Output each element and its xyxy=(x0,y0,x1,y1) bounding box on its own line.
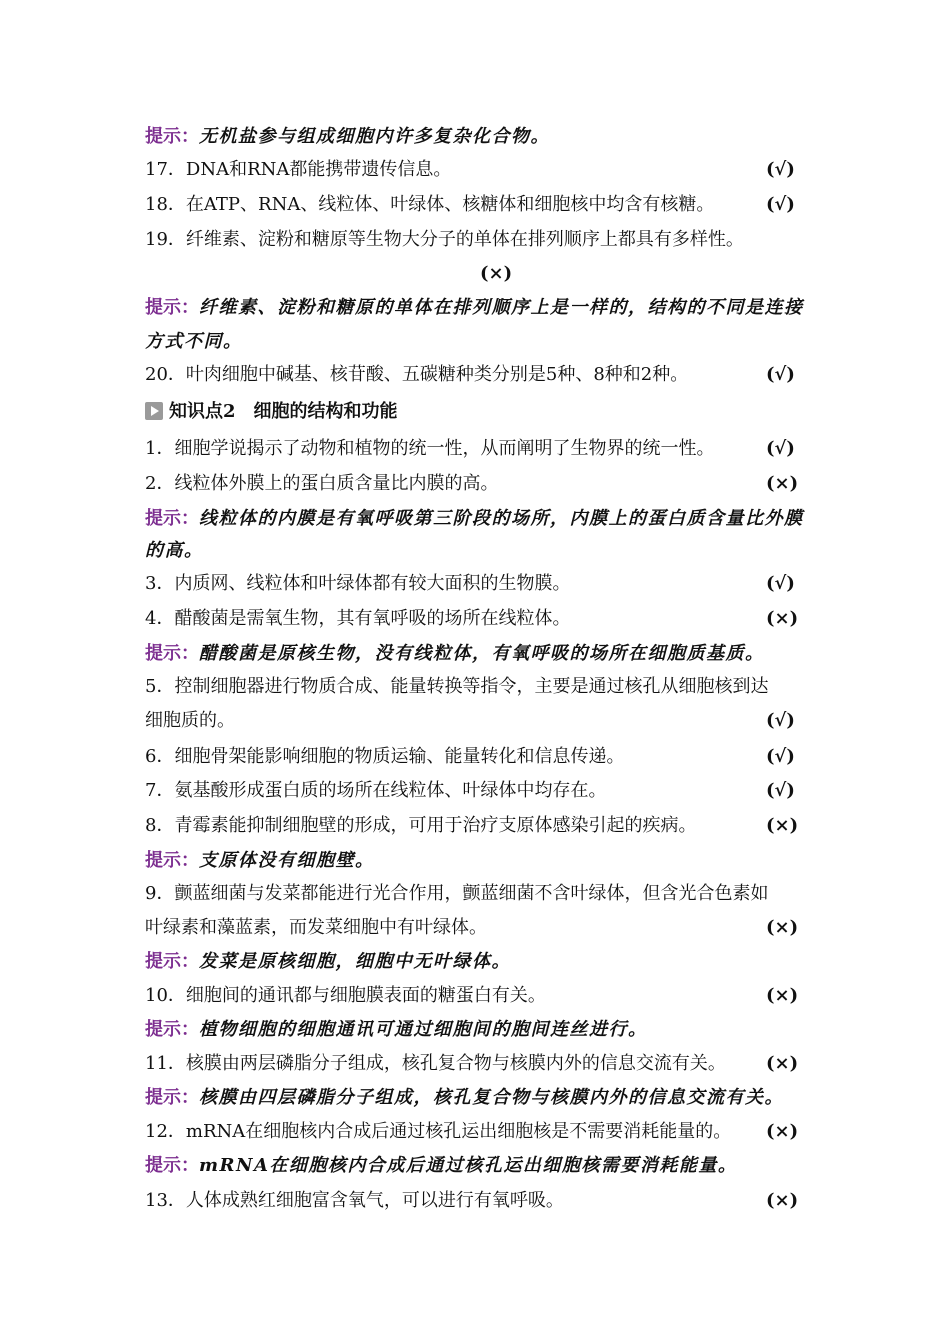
hint-text: 醋酸菌是原核生物，没有线粒体，有氧呼吸的场所在细胞质基质。 xyxy=(199,643,765,664)
question-line: 6．细胞骨架能影响细胞的物质运输、能量转化和信息传递。 xyxy=(145,746,625,767)
hint-label: 提示： xyxy=(145,297,199,318)
hint-label: 提示： xyxy=(145,1019,199,1040)
hint-line xyxy=(145,642,765,666)
hint-text: 方式不同。 xyxy=(145,331,243,352)
hint-line xyxy=(145,1018,648,1042)
answer-mark: (×) xyxy=(766,985,799,1006)
hint-text: 植物细胞的细胞通讯可通过细胞间的胞间连丝进行。 xyxy=(199,1019,648,1040)
hint-label: 提示： xyxy=(145,643,199,664)
hint-text: 支原体没有细胞壁。 xyxy=(199,850,375,871)
question-line: 10．细胞间的通讯都与细胞膜表面的糖蛋白有关。 xyxy=(145,985,546,1006)
section-title: 细胞的结构和功能 xyxy=(253,401,398,422)
question-line: 12．mRNA在细胞核内合成后通过核孔运出细胞核是不需要消耗能量的。 xyxy=(145,1121,732,1142)
hint-label: 提示： xyxy=(145,951,199,972)
hint-line xyxy=(145,539,204,563)
hint-text: 线粒体的内膜是有氧呼吸第三阶段的场所，内膜上的蛋白质含量比外膜 xyxy=(199,508,804,529)
question-line: 18．在ATP、RNA、线粒体、叶绿体、核糖体和细胞核中均含有核糖。 xyxy=(145,194,715,215)
question-line: 7．氨基酸形成蛋白质的场所在线粒体、叶绿体中均存在。 xyxy=(145,780,607,801)
answer-mark: (√) xyxy=(766,573,795,594)
answer-mark: (×) xyxy=(766,917,799,938)
hint-line xyxy=(145,125,550,149)
answer-mark: (×) xyxy=(766,473,799,494)
question-line: 细胞质的。 xyxy=(145,710,235,731)
question-line: 4．醋酸菌是需氧生物，其有氧呼吸的场所在线粒体。 xyxy=(145,608,571,629)
hint-text: 的高。 xyxy=(145,540,204,561)
hint-label: 提示： xyxy=(145,850,199,871)
question-line: 8．青霉素能抑制细胞壁的形成，可用于治疗支原体感染引起的疾病。 xyxy=(145,815,697,836)
question-line: 1．细胞学说揭示了动物和植物的统一性，从而阐明了生物界的统一性。 xyxy=(145,438,715,459)
hint-text: mRNA在细胞核内合成后通过核孔运出细胞核需要消耗能量。 xyxy=(199,1155,738,1176)
hint-label: 提示： xyxy=(145,508,199,529)
question-line: 2．线粒体外膜上的蛋白质含量比内膜的高。 xyxy=(145,473,499,494)
hint-text: 发菜是原核细胞，细胞中无叶绿体。 xyxy=(199,951,511,972)
answer-mark: (√) xyxy=(766,194,795,215)
question-line: 19．纤维素、淀粉和糖原等生物大分子的单体在排列顺序上都具有多样性。 xyxy=(145,229,744,250)
hint-label: 提示： xyxy=(145,126,199,147)
hint-label: 提示： xyxy=(145,1087,199,1108)
hint-line xyxy=(145,296,804,320)
hint-line xyxy=(145,950,511,974)
section-label: 知识点2 xyxy=(169,401,236,422)
answer-mark: (×) xyxy=(766,1121,799,1142)
hint-line xyxy=(145,330,243,354)
answer-mark: (√) xyxy=(766,438,795,459)
question-line: 9．颤蓝细菌与发菜都能进行光合作用，颤蓝细菌不含叶绿体，但含光合色素如 xyxy=(145,883,769,904)
question-line: 11．核膜由两层磷脂分子组成，核孔复合物与核膜内外的信息交流有关。 xyxy=(145,1053,726,1074)
hint-line xyxy=(145,1154,737,1178)
hint-text: 无机盐参与组成细胞内许多复杂化合物。 xyxy=(199,126,550,147)
answer-mark: (√) xyxy=(766,364,795,385)
play-icon xyxy=(145,402,163,420)
question-line: 20．叶肉细胞中碱基、核苷酸、五碳糖种类分别是5种、8种和2种。 xyxy=(145,364,689,385)
hint-text: 纤维素、淀粉和糖原的单体在排列顺序上是一样的，结构的不同是连接 xyxy=(199,297,804,318)
question-line: 17．DNA和RNA都能携带遗传信息。 xyxy=(145,159,452,180)
hint-line xyxy=(145,507,804,531)
question-line: 13．人体成熟红细胞富含氧气，可以进行有氧呼吸。 xyxy=(145,1190,564,1211)
answer-mark: (×) xyxy=(766,608,799,629)
section-heading xyxy=(145,400,398,424)
answer-mark: (×) xyxy=(480,263,513,284)
question-line: 5．控制细胞器进行物质合成、能量转换等指令，主要是通过核孔从细胞核到达 xyxy=(145,676,769,697)
hint-line xyxy=(145,849,375,873)
answer-mark: (√) xyxy=(766,159,795,180)
question-line: 3．内质网、线粒体和叶绿体都有较大面积的生物膜。 xyxy=(145,573,571,594)
answer-mark: (√) xyxy=(766,710,795,731)
hint-line xyxy=(145,1086,784,1110)
answer-mark: (√) xyxy=(766,746,795,767)
answer-mark: (×) xyxy=(766,1053,799,1074)
answer-mark: (×) xyxy=(766,815,799,836)
question-line: 叶绿素和藻蓝素，而发菜细胞中有叶绿体。 xyxy=(145,917,487,938)
answer-mark: (×) xyxy=(766,1190,799,1211)
answer-mark: (√) xyxy=(766,780,795,801)
hint-text: 核膜由四层磷脂分子组成，核孔复合物与核膜内外的信息交流有关。 xyxy=(199,1087,784,1108)
hint-label: 提示： xyxy=(145,1155,199,1176)
